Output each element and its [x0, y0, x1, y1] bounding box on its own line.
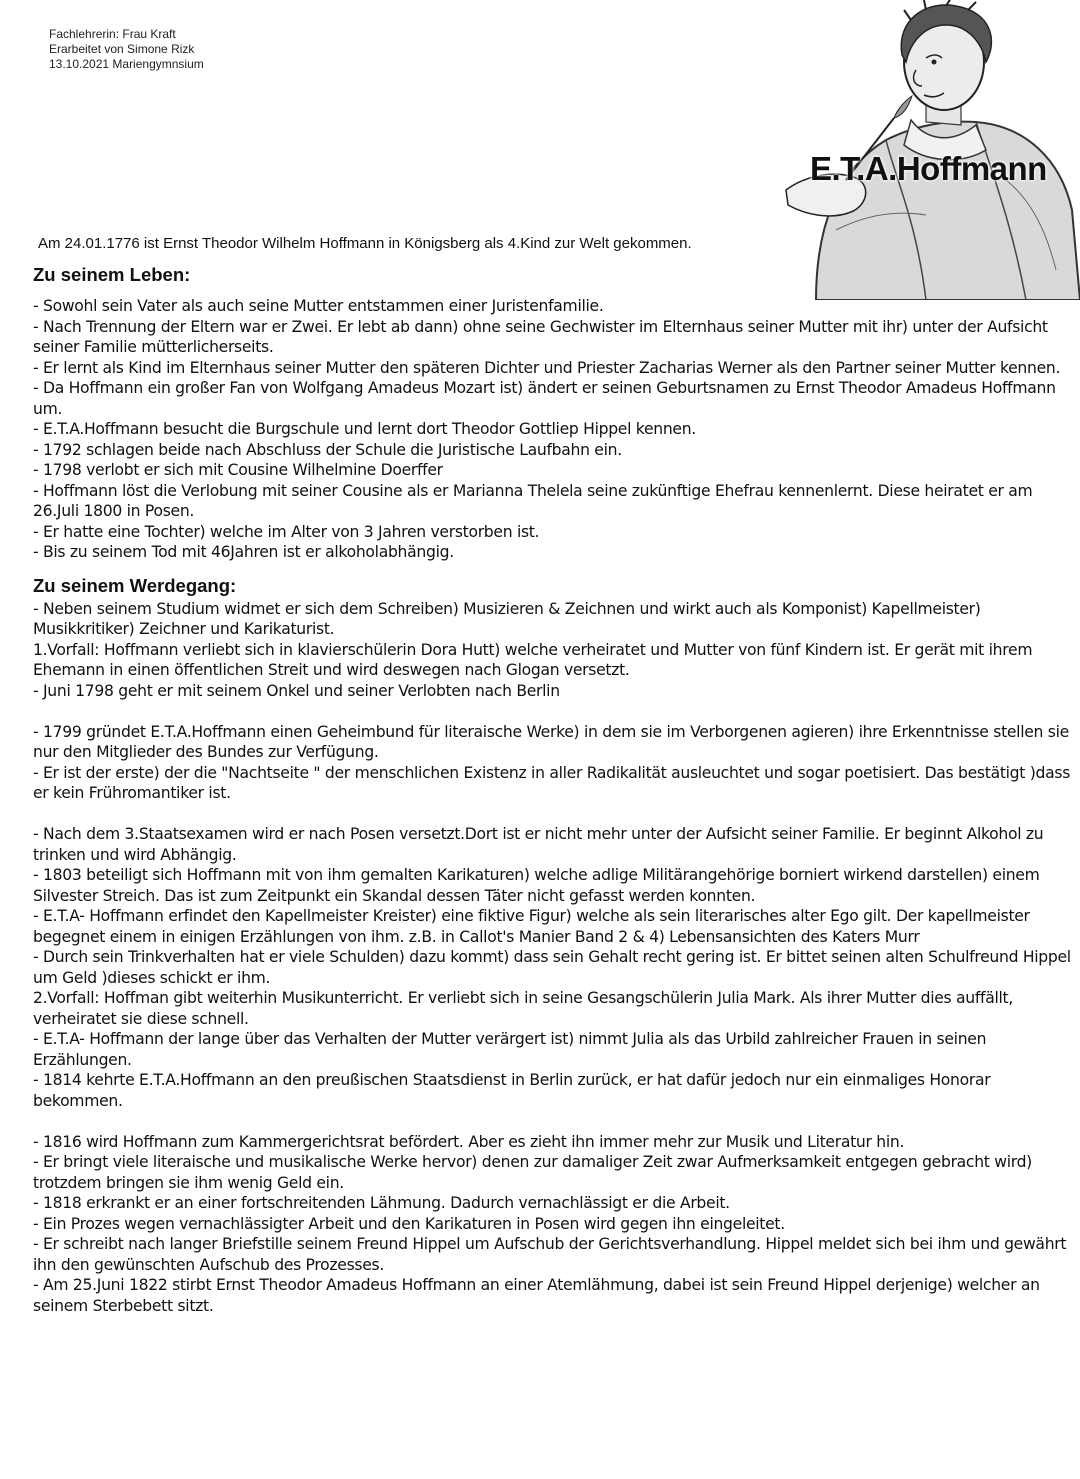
- paragraph-gap: [33, 804, 1078, 825]
- document-header: [49, 27, 204, 72]
- date-school-line: 13.10.2021 Mariengymnsium: [49, 57, 204, 71]
- werdegang-line: - Ein Prozes wegen vernachlässigter Arbeit und den Karikaturen in Posen wird gegen ihn eingeleitet.: [33, 1214, 785, 1233]
- werdegang-line: - Er ist der erste) der die "Nachtseite " der menschlichen Existenz in aller Radikalität ausleuchtet und sogar poetisiert. Das bestätigt )dass er kein Frühromantiker ist.: [33, 763, 1071, 802]
- werdegang-line: - 1818 erkrankt er an einer fortschreitenden Lähmung. Dadurch vernachlässigt er die Arbeit.: [33, 1194, 730, 1212]
- section-heading-leben: Zu seinem Leben:: [33, 264, 191, 285]
- document-body: [33, 262, 1078, 1316]
- author-line: Erarbeitet von Simone Rizk: [49, 42, 195, 56]
- werdegang-line: - Juni 1798 geht er mit seinem Onkel und seiner Verlobten nach Berlin: [33, 681, 560, 700]
- werdegang-line: - Am 25.Juni 1822 stirbt Ernst Theodor Amadeus Hoffmann an einer Atemlähmung, dabei ist sein Freund Hippel derjenige) welcher an seinem Sterbebett sitzt.: [33, 1276, 1040, 1315]
- werdegang-line: - E.T.A- Hoffmann erfindet den Kapellmeister Kreister) eine fiktive Figur) welche als sein literarisches alter Ego gilt. Der kapellmeister begegnet einem in einigen Erzählungen von ihm. z.B. in Callot's Manier Band 2 & 4) Lebensansichten des Katers Murr: [33, 907, 1030, 946]
- werdegang-block-4: [33, 1132, 1078, 1317]
- werdegang-line: 2.Vorfall: Hoffman gibt weiterhin Musikunterricht. Er verliebt sich in seine Gesangschülerin Julia Mark. Als ihrer Mutter dies auffällt, verheiratet sie diese schnell.: [33, 989, 1014, 1028]
- werdegang-line: - 1816 wird Hoffmann zum Kammergerichtsrat befördert. Aber es zieht ihn immer mehr zur Musik und Literatur hin.: [33, 1132, 905, 1151]
- werdegang-line: - Durch sein Trinkverhalten hat er viele Schulden) dazu kommt) dass sein Gehalt recht gering ist. Er bittet seinen alten Schulfreund Hippel um Geld )dieses schickt er ihm.: [33, 948, 1071, 987]
- leben-line: - Da Hoffmann ein großer Fan von Wolfgang Amadeus Mozart ist) ändert er seinen Geburtsnamen zu Ernst Theodor Amadeus Hoffmann um.: [33, 379, 1056, 418]
- intro-sentence: Am 24.01.1776 ist Ernst Theodor Wilhelm Hoffmann in Königsberg als 4.Kind zur Welt gekommen.: [38, 235, 692, 252]
- werdegang-line: 1.Vorfall: Hoffmann verliebt sich in klavierschülerin Dora Hutt) welche verheiratet und Mutter von fünf Kindern ist. Er gerät mit ihrem Ehemann in einen öffentlichen Streit und wird deswegen nach Glogan versetzt.: [33, 640, 1033, 679]
- paragraph-gap: [33, 1111, 1078, 1132]
- werdegang-block-1: [33, 599, 1078, 702]
- leben-line: - 1792 schlagen beide nach Abschluss der Schule die Juristische Laufbahn ein.: [33, 440, 622, 459]
- werdegang-line: - E.T.A- Hoffmann der lange über das Verhalten der Mutter verärgert ist) nimmt Julia als das Urbild zahlreicher Frauen in seinen Erzählungen.: [33, 1030, 987, 1069]
- werdegang-line: - Nach dem 3.Staatsexamen wird er nach Posen versetzt.Dort ist er nicht mehr unter der Aufsicht seiner Familie. Er beginnt Alkohol zu trinken und wird Abhängig.: [33, 825, 1044, 864]
- werdegang-line: - Er bringt viele literaische und musikalische Werke hervor) denen zur damaliger Zeit zwar Aufmerksamkeit entgegen gebracht wird) trotzdem bringen sie ihm wenig Geld ein.: [33, 1153, 1032, 1192]
- werdegang-line: - 1814 kehrte E.T.A.Hoffmann an den preußischen Staatsdienst in Berlin zurück, er hat dafür jedoch nur ein einmaliges Honorar bekommen.: [33, 1071, 991, 1110]
- leben-line: - E.T.A.Hoffmann besucht die Burgschule und lernt dort Theodor Gottliep Hippel kennen.: [33, 420, 696, 438]
- paragraph-gap: [33, 701, 1078, 722]
- leben-line: - 1798 verlobt er sich mit Cousine Wilhelmine Doerffer: [33, 461, 443, 479]
- werdegang-block-3: [33, 824, 1078, 1111]
- werdegang-line: - 1799 gründet E.T.A.Hoffmann einen Geheimbund für literaische Werke) in dem sie im Verborgenen agieren) ihre Erkenntnisse stellen sie nur den Mitglieder des Bundes zur Verfügung.: [33, 722, 1069, 761]
- leben-line: - Bis zu seinem Tod mit 46Jahren ist er alkoholabhängig.: [33, 543, 454, 561]
- section-heading-werdegang: Zu seinem Werdegang:: [33, 574, 237, 596]
- leben-list: [33, 296, 1078, 563]
- leben-line: - Er lernt als Kind im Elternhaus seiner Mutter den späteren Dichter und Priester Zacharias Werner als den Partner seiner Mutter kennen.: [33, 358, 1061, 377]
- werdegang-block-2: [33, 722, 1078, 804]
- leben-line: - Nach Trennung der Eltern war er Zwei. Er lebt ab dann) ohne seine Gechwister im Elternhaus seiner Mutter mit ihr) unter der Aufsicht seiner Familie mütterlicherseits.: [33, 317, 1048, 356]
- werdegang-line: - 1803 beteiligt sich Hoffmann mit von ihm gemalten Karikaturen) welche adlige Militärangehörige borniert wirkend darstellen) einem Silvester Streich. Das ist zum Zeitpunkt ein Skandal dessen Täter nicht gefasst werden konnten.: [33, 866, 1040, 905]
- leben-line: - Hoffmann löst die Verlobung mit seiner Cousine als er Marianna Thelela seine zukünftige Ehefrau kennenlernt. Diese heiratet er am 26.Juli 1800 in Posen.: [33, 481, 1033, 520]
- werdegang-line: - Er schreibt nach langer Briefstille seinem Freund Hippel um Aufschub der Gerichtsverhandlung. Hippel meldet sich bei ihm und gewährt ihn den gewünschten Aufschub des Prozesses.: [33, 1235, 1067, 1274]
- portrait-title: E.T.A.Hoffmann: [810, 150, 1047, 187]
- leben-line: - Er hatte eine Tochter) welche im Alter von 3 Jahren verstorben ist.: [33, 522, 540, 541]
- teacher-line: Fachlehrerin: Frau Kraft: [49, 27, 176, 41]
- werdegang-line: - Neben seinem Studium widmet er sich dem Schreiben) Musizieren & Zeichnen und wirkt auch als Komponist) Kapellmeister) Musikkritiker) Zeichner und Karikaturist.: [33, 599, 981, 638]
- leben-line: - Sowohl sein Vater als auch seine Mutter entstammen einer Juristenfamilie.: [33, 297, 604, 315]
